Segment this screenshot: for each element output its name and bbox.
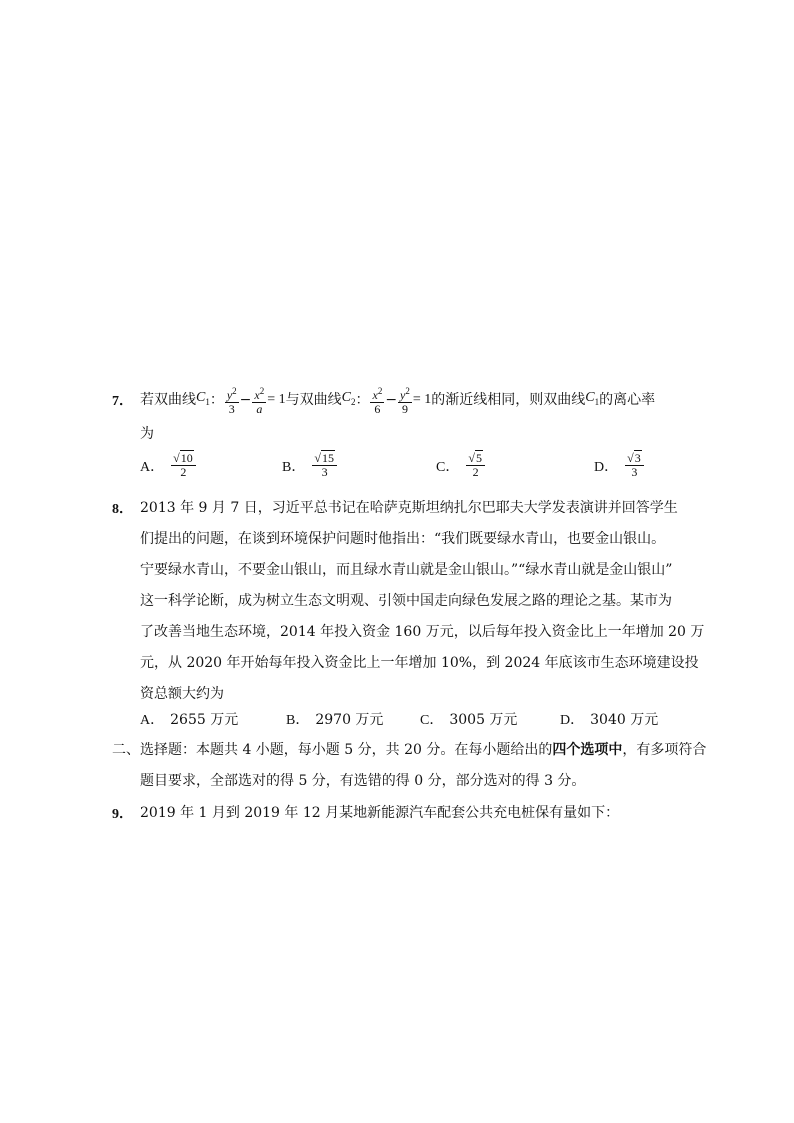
question-7-number: 7． (112, 394, 133, 409)
frac-y2-over-9: $\frac{y^2}{9}$ (400, 385, 410, 416)
q7-option-c-value: $\frac{√5}{2}$ (466, 452, 485, 479)
q7-text-4: 的离心率 (599, 392, 656, 408)
q7-text-3: 的渐近线相同，则双曲线 (431, 392, 586, 408)
question-9-number: 9． (112, 807, 133, 822)
curve-c1-ref: $C_1$ (585, 390, 600, 407)
question-7-line-2: 为 (140, 426, 154, 442)
q8-line-3: 宁要绿水青山，不要金山银山，而且绿水青山就是金山银山。”“绿水青山就是金山银山” (140, 562, 673, 578)
q8-line-4: 这一科学论断，成为树立生态文明观、引领中国走向绿色发展之路的理论之基。某市为 (140, 593, 672, 609)
q7-option-d-value: $\frac{√3}{3}$ (625, 452, 644, 479)
section-2-heading-line-2: 题目要求，全部选对的得 5 分，有选错的得 0 分，部分选对的得 3 分。 (140, 773, 586, 789)
q8-option-a[interactable]: A． 2655 万元 (140, 712, 239, 728)
q8-option-c[interactable]: C． 3005 万元 (420, 712, 518, 728)
curve-c2: $C_2$ (341, 390, 356, 407)
q8-option-b[interactable]: B． 2970 万元 (286, 712, 384, 728)
q7-text-2: 与双曲线 (285, 392, 342, 408)
q7-option-d[interactable]: D． $\frac{√3}{3}$ (594, 452, 645, 479)
q7-option-a-value: $\frac{√10}{2}$ (171, 452, 196, 479)
q8-line-1: 2013 年 9 月 7 日，习近平总书记在哈萨克斯坦纳扎尔巴耶夫大学发表演讲并回答学生 (140, 500, 678, 516)
q8-line-6: 元，从 2020 年开始每年投入资金比上一年增加 10%，到 2024 年底该市生态环境建设投 (140, 655, 699, 671)
q7-option-b-value: $\frac{√15}{3}$ (312, 452, 337, 479)
curve-c1: $C_1$ (196, 390, 210, 407)
q7-text-1: 若双曲线 (140, 392, 196, 408)
q7-option-c[interactable]: C． $\frac{√5}{2}$ (436, 452, 486, 479)
frac-x2-over-a: $\frac{x^2}{a}$ (254, 385, 265, 416)
q8-line-5: 了改善当地生态环境，2014 年投入资金 160 万元，以后每年投入资金比上一年增加 20 万 (140, 624, 705, 640)
q8-line-7: 资总额大约为 (140, 686, 224, 702)
q9-stem: 2019 年 1 月到 2019 年 12 月某地新能源汽车配套公共充电桩保有量如下： (140, 805, 620, 821)
frac-x2-over-6: $\frac{x^2}{6}$ (372, 385, 383, 416)
q7-option-b[interactable]: B． $\frac{√15}{3}$ (282, 452, 338, 479)
q8-option-d[interactable]: D． 3040 万元 (560, 712, 659, 728)
frac-y2-over-3: $\frac{y^2}{3}$ (226, 385, 237, 416)
question-7-stem: 若双曲线 $C_1$ ： $\frac{y^2}{3}$ − $\frac{x^2}{a}$ = 1 与双曲线 $C_2$ ： $\frac{x^2}{6}$ − $\frac{y^2}{9}$ = 1 的渐近线相同，则双曲线 $C_1$ 的离心率 (140, 385, 656, 416)
q7-option-a[interactable]: A． $\frac{√10}{2}$ (140, 452, 197, 479)
q8-line-2: 们提出的问题，在谈到环境保护问题时他指出：“我们既要绿水青山，也要金山银山。 (140, 531, 666, 547)
question-8-number: 8． (112, 502, 133, 517)
section-2-heading-line-1: 二、选择题：本题共 4 小题，每小题 5 分，共 20 分。在每小题给出的四个选项中，有多项符合 (112, 742, 707, 758)
